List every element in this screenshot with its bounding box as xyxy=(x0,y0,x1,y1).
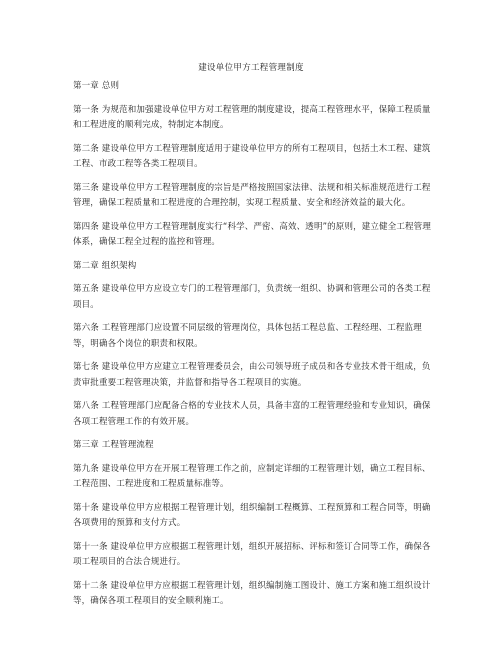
article-paragraph: 第三条 建设单位甲方工程管理制度的宗旨是严格按照国家法律、法规和相关标准规范进行工程管理，确保工程质量和工程进度的合理控制，实现工程质量、安全和经济效益的最大化。 xyxy=(73,182,431,208)
article-paragraph: 第九条 建设单位甲方在开展工程管理工作之前，应制定详细的工程管理计划，确立工程目标、工程范围、工程进度和工程质量标准等。 xyxy=(73,463,431,489)
article-paragraph: 第六条 工程管理部门应设置不同层级的管理岗位，具体包括工程总监、工程经理、工程监理等，明确各个岗位的职责和权限。 xyxy=(73,323,422,349)
article-paragraph: 第一条 为规范和加强建设单位甲方对工程管理的制度建设，提高工程管理水平，保障工程质量和工程进度的顺利完成，特制定本制度。 xyxy=(73,104,431,130)
article-paragraph: 第二条 建设单位甲方工程管理制度适用于建设单位甲方的所有工程项目，包括土木工程、建筑工程、市政工程等各类工程项目。 xyxy=(73,143,431,169)
document-body xyxy=(73,79,433,618)
article-paragraph: 第八条 工程管理部门应配备合格的专业技术人员，具备丰富的工程管理经验和专业知识，确保各项工程管理工作的有效开展。 xyxy=(73,401,431,427)
article-paragraph: 第十一条 建设单位甲方应根据工程管理计划，组织开展招标、评标和签订合同等工作，确保各项工程项目的合法合规进行。 xyxy=(73,541,431,567)
article-paragraph: 第四条 建设单位甲方工程管理制度实行“科学、严密、高效、透明”的原则，建立健全工程管理体系，确保工程全过程的监控和管理。 xyxy=(73,221,431,247)
article-paragraph: 第七条 建设单位甲方应建立工程管理委员会，由公司领导班子成员和各专业技术骨干组成，负责审批重要工程管理决策，并监督和指导各工程项目的实施。 xyxy=(73,362,431,388)
document-title: 建设单位甲方工程管理制度 xyxy=(198,63,304,73)
article-paragraph: 第五条 建设单位甲方应设立专门的工程管理部门，负责统一组织、协调和管理公司的各类工程项目。 xyxy=(73,284,431,310)
chapter-heading: 第一章 总则 xyxy=(73,81,120,91)
article-paragraph: 第十二条 建设单位甲方应根据工程管理计划，组织编制施工图设计、施工方案和施工组织设计等，确保各项工程项目的安全顺利施工。 xyxy=(73,580,431,606)
chapter-heading: 第二章 组织架构 xyxy=(73,260,137,271)
article-paragraph: 第十条 建设单位甲方应根据工程管理计划，组织编制工程概算、工程预算和工程合同等，明确各项费用的预算和支付方式。 xyxy=(73,502,431,528)
chapter-heading: 第三章 工程管理流程 xyxy=(73,440,154,450)
